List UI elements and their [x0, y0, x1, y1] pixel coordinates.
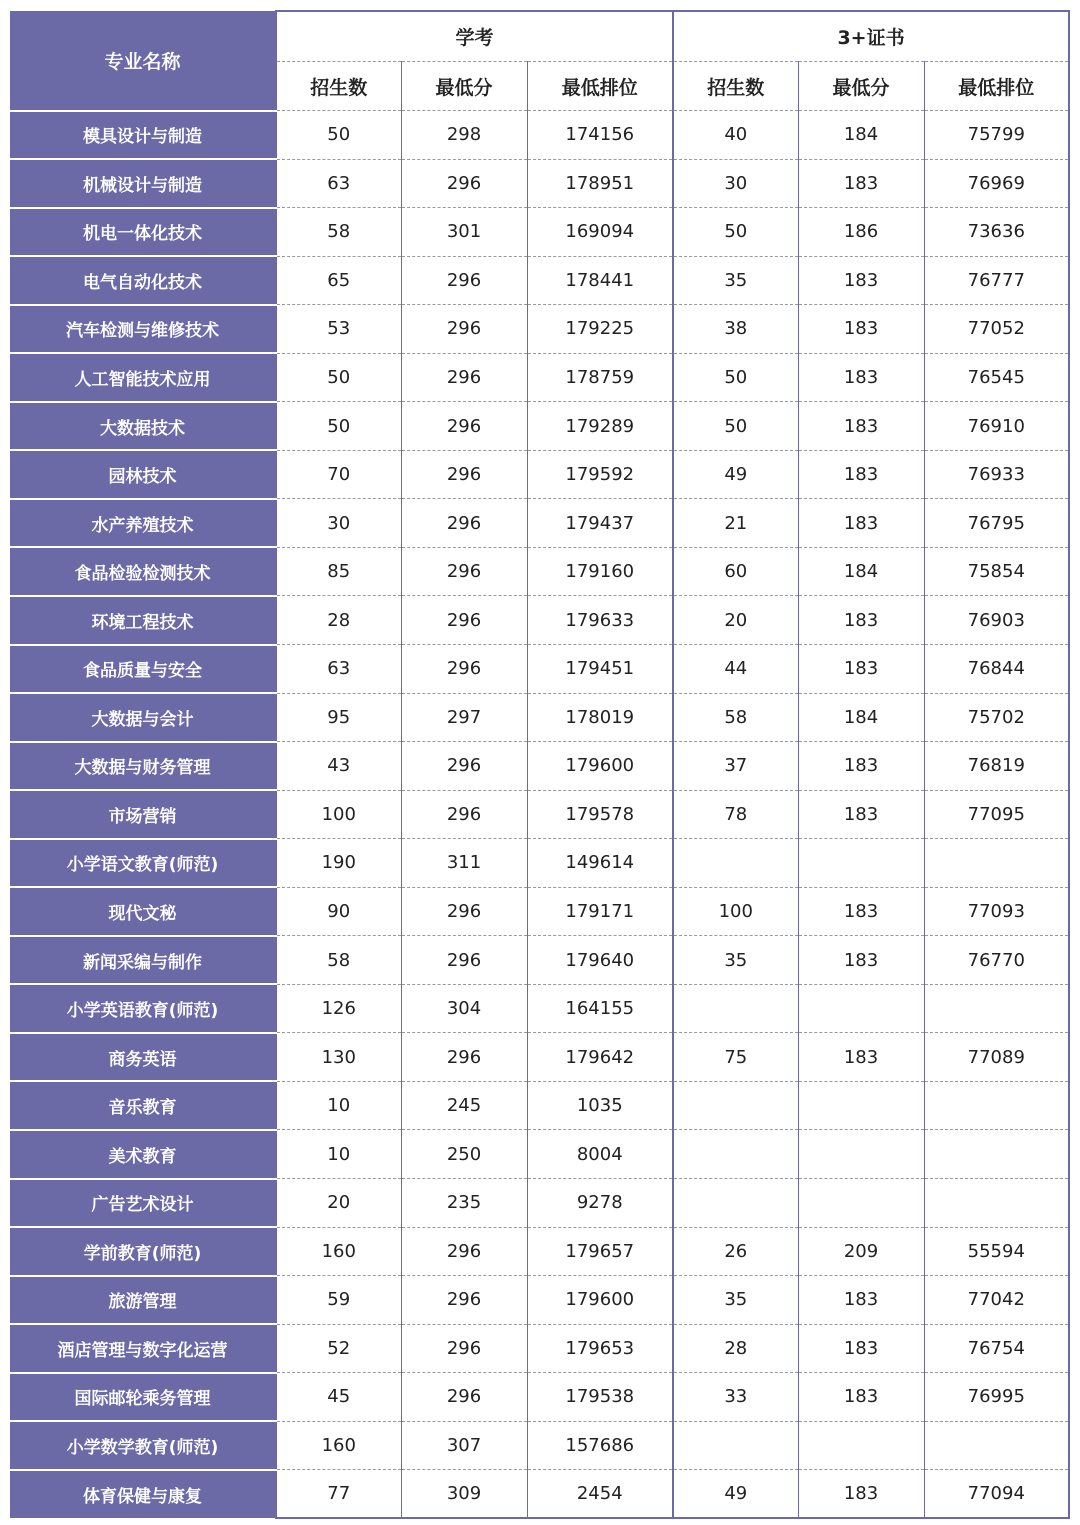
cell-xuekao-count: 65: [276, 256, 401, 305]
cell-cert-min-rank: 76910: [924, 402, 1069, 451]
table-row: [10, 111, 1069, 160]
cell-major-name: 模具设计与制造: [10, 111, 276, 160]
table-row: [10, 547, 1069, 596]
cell-cert-count: 35: [673, 256, 798, 305]
cell-xuekao-count: 43: [276, 742, 401, 791]
cell-xuekao-min-rank: 157686: [527, 1421, 673, 1470]
cell-xuekao-min-score: 298: [401, 111, 527, 160]
table-row: [10, 1081, 1069, 1130]
cell-cert-count: [673, 1421, 798, 1470]
cell-cert-min-score: 183: [798, 1324, 924, 1373]
cell-xuekao-min-rank: 179600: [527, 742, 673, 791]
cell-cert-count: 50: [673, 402, 798, 451]
cell-major-name: 电气自动化技术: [10, 256, 276, 305]
cell-cert-min-score: [798, 839, 924, 888]
cell-cert-min-score: [798, 1130, 924, 1179]
table-row: [10, 936, 1069, 985]
cell-cert-count: 35: [673, 936, 798, 985]
table-row: [10, 839, 1069, 888]
cell-major-name: 机械设计与制造: [10, 159, 276, 208]
table-row: [10, 305, 1069, 354]
cell-cert-count: 21: [673, 499, 798, 548]
cell-major-name: 体育保健与康复: [10, 1470, 276, 1519]
cell-cert-min-score: 209: [798, 1227, 924, 1276]
cell-cert-min-score: 183: [798, 305, 924, 354]
table-row: [10, 1227, 1069, 1276]
cell-major-name: 学前教育(师范): [10, 1227, 276, 1276]
cell-xuekao-min-score: 301: [401, 208, 527, 257]
cell-cert-count: 30: [673, 159, 798, 208]
cell-cert-min-score: 183: [798, 1373, 924, 1422]
cell-xuekao-min-score: 307: [401, 1421, 527, 1470]
cell-major-name: 旅游管理: [10, 1276, 276, 1325]
cell-cert-min-score: 184: [798, 693, 924, 742]
header-xuekao-count: 招生数: [276, 62, 401, 111]
cell-major-name: 商务英语: [10, 1033, 276, 1082]
table-row: [10, 353, 1069, 402]
cell-major-name: 大数据技术: [10, 402, 276, 451]
cell-xuekao-min-score: 245: [401, 1081, 527, 1130]
cell-cert-min-score: 183: [798, 1276, 924, 1325]
cell-xuekao-count: 10: [276, 1130, 401, 1179]
cell-major-name: 环境工程技术: [10, 596, 276, 645]
cell-cert-min-rank: 76777: [924, 256, 1069, 305]
cell-cert-min-score: 183: [798, 256, 924, 305]
cell-cert-min-score: 183: [798, 887, 924, 936]
cell-major-name: 现代文秘: [10, 887, 276, 936]
cell-cert-count: 40: [673, 111, 798, 160]
cell-xuekao-min-rank: 178951: [527, 159, 673, 208]
cell-xuekao-min-rank: 179437: [527, 499, 673, 548]
cell-xuekao-min-rank: 179538: [527, 1373, 673, 1422]
cell-xuekao-count: 95: [276, 693, 401, 742]
cell-xuekao-min-score: 296: [401, 790, 527, 839]
cell-major-name: 水产养殖技术: [10, 499, 276, 548]
cell-cert-min-score: [798, 1179, 924, 1228]
cell-xuekao-min-rank: 179633: [527, 596, 673, 645]
cell-major-name: 人工智能技术应用: [10, 353, 276, 402]
cell-cert-count: 50: [673, 353, 798, 402]
header-group-cert: 3+证书: [673, 11, 1069, 62]
cell-xuekao-count: 90: [276, 887, 401, 936]
cell-cert-min-rank: 73636: [924, 208, 1069, 257]
table-row: [10, 1179, 1069, 1228]
cell-xuekao-min-rank: 179578: [527, 790, 673, 839]
cell-cert-count: [673, 1130, 798, 1179]
cell-xuekao-min-rank: 178441: [527, 256, 673, 305]
cell-cert-count: 49: [673, 450, 798, 499]
admission-table: [10, 10, 1070, 1519]
cell-xuekao-min-rank: 174156: [527, 111, 673, 160]
table-header: [10, 11, 1069, 111]
cell-major-name: 园林技术: [10, 450, 276, 499]
cell-xuekao-min-rank: 1035: [527, 1081, 673, 1130]
cell-cert-min-rank: [924, 839, 1069, 888]
cell-major-name: 市场营销: [10, 790, 276, 839]
cell-major-name: 大数据与会计: [10, 693, 276, 742]
cell-xuekao-min-rank: 179171: [527, 887, 673, 936]
cell-cert-min-rank: 76545: [924, 353, 1069, 402]
cell-cert-min-rank: 76819: [924, 742, 1069, 791]
cell-xuekao-min-score: 296: [401, 499, 527, 548]
cell-xuekao-count: 160: [276, 1421, 401, 1470]
cell-xuekao-min-score: 296: [401, 596, 527, 645]
cell-xuekao-count: 58: [276, 936, 401, 985]
table-row: [10, 645, 1069, 694]
table-row: [10, 1324, 1069, 1373]
cell-cert-min-rank: [924, 1421, 1069, 1470]
cell-cert-count: 38: [673, 305, 798, 354]
cell-cert-min-rank: 75799: [924, 111, 1069, 160]
cell-xuekao-min-score: 296: [401, 1276, 527, 1325]
cell-xuekao-count: 190: [276, 839, 401, 888]
cell-xuekao-min-score: 296: [401, 742, 527, 791]
cell-cert-min-score: [798, 984, 924, 1033]
cell-cert-min-score: 184: [798, 547, 924, 596]
cell-xuekao-min-rank: 179657: [527, 1227, 673, 1276]
cell-cert-min-rank: 76933: [924, 450, 1069, 499]
cell-xuekao-min-score: 296: [401, 402, 527, 451]
table-row: [10, 208, 1069, 257]
cell-cert-count: 75: [673, 1033, 798, 1082]
cell-cert-min-rank: 75854: [924, 547, 1069, 596]
cell-cert-min-score: 183: [798, 1470, 924, 1519]
cell-major-name: 美术教育: [10, 1130, 276, 1179]
cell-xuekao-min-rank: 179600: [527, 1276, 673, 1325]
cell-cert-count: [673, 839, 798, 888]
table-row: [10, 596, 1069, 645]
table-row: [10, 1276, 1069, 1325]
table-row: [10, 742, 1069, 791]
cell-cert-count: [673, 1081, 798, 1130]
cell-cert-count: 78: [673, 790, 798, 839]
table-row: [10, 1373, 1069, 1422]
table-row: [10, 499, 1069, 548]
cell-cert-min-score: 186: [798, 208, 924, 257]
cell-cert-min-score: 183: [798, 790, 924, 839]
cell-cert-min-score: [798, 1081, 924, 1130]
table-row: [10, 1470, 1069, 1519]
cell-cert-count: 44: [673, 645, 798, 694]
cell-major-name: 小学语文教育(师范): [10, 839, 276, 888]
cell-cert-min-rank: [924, 984, 1069, 1033]
cell-xuekao-min-rank: 9278: [527, 1179, 673, 1228]
cell-xuekao-min-rank: 179451: [527, 645, 673, 694]
cell-xuekao-min-score: 296: [401, 159, 527, 208]
cell-cert-count: 28: [673, 1324, 798, 1373]
cell-xuekao-count: 58: [276, 208, 401, 257]
cell-cert-min-score: 183: [798, 645, 924, 694]
cell-cert-min-rank: 77095: [924, 790, 1069, 839]
cell-xuekao-min-rank: 178759: [527, 353, 673, 402]
cell-xuekao-min-rank: 179653: [527, 1324, 673, 1373]
cell-cert-min-score: 183: [798, 402, 924, 451]
cell-major-name: 酒店管理与数字化运营: [10, 1324, 276, 1373]
cell-cert-count: 100: [673, 887, 798, 936]
cell-cert-min-rank: 55594: [924, 1227, 1069, 1276]
cell-xuekao-count: 59: [276, 1276, 401, 1325]
table-row: [10, 1130, 1069, 1179]
cell-xuekao-min-rank: 164155: [527, 984, 673, 1033]
cell-cert-min-score: 183: [798, 742, 924, 791]
cell-xuekao-min-score: 296: [401, 256, 527, 305]
cell-xuekao-min-score: 311: [401, 839, 527, 888]
header-xuekao-min-rank: 最低排位: [527, 62, 673, 111]
cell-xuekao-count: 77: [276, 1470, 401, 1519]
cell-xuekao-min-score: 296: [401, 547, 527, 596]
cell-cert-min-score: [798, 1421, 924, 1470]
header-cert-count: 招生数: [673, 62, 798, 111]
cell-cert-min-rank: 76903: [924, 596, 1069, 645]
cell-xuekao-count: 63: [276, 645, 401, 694]
cell-major-name: 小学数学教育(师范): [10, 1421, 276, 1470]
cell-xuekao-count: 100: [276, 790, 401, 839]
cell-cert-count: 58: [673, 693, 798, 742]
cell-cert-min-score: 183: [798, 596, 924, 645]
cell-xuekao-min-score: 296: [401, 1373, 527, 1422]
table-row: [10, 984, 1069, 1033]
cell-cert-min-rank: 77094: [924, 1470, 1069, 1519]
cell-cert-count: 50: [673, 208, 798, 257]
table-row: [10, 450, 1069, 499]
cell-cert-count: 33: [673, 1373, 798, 1422]
cell-xuekao-count: 85: [276, 547, 401, 596]
table-row: [10, 1421, 1069, 1470]
cell-xuekao-min-rank: 179289: [527, 402, 673, 451]
cell-cert-count: 20: [673, 596, 798, 645]
cell-xuekao-min-rank: 179640: [527, 936, 673, 985]
cell-xuekao-count: 53: [276, 305, 401, 354]
cell-cert-min-rank: 76844: [924, 645, 1069, 694]
cell-cert-count: 35: [673, 1276, 798, 1325]
cell-cert-min-rank: 77042: [924, 1276, 1069, 1325]
cell-xuekao-min-score: 296: [401, 645, 527, 694]
cell-xuekao-min-score: 296: [401, 450, 527, 499]
cell-cert-min-rank: [924, 1179, 1069, 1228]
cell-cert-min-score: 183: [798, 1033, 924, 1082]
cell-xuekao-min-rank: 149614: [527, 839, 673, 888]
table-row: [10, 402, 1069, 451]
cell-xuekao-min-rank: 179160: [527, 547, 673, 596]
cell-cert-min-rank: 77093: [924, 887, 1069, 936]
cell-xuekao-min-score: 297: [401, 693, 527, 742]
cell-cert-min-score: 183: [798, 159, 924, 208]
cell-xuekao-min-rank: 179592: [527, 450, 673, 499]
table-row: [10, 887, 1069, 936]
cell-cert-min-rank: 76770: [924, 936, 1069, 985]
cell-xuekao-min-rank: 179225: [527, 305, 673, 354]
cell-xuekao-count: 45: [276, 1373, 401, 1422]
cell-xuekao-count: 28: [276, 596, 401, 645]
header-xuekao-min-score: 最低分: [401, 62, 527, 111]
header-group-xuekao: 学考: [276, 11, 673, 62]
cell-xuekao-min-score: 304: [401, 984, 527, 1033]
table-row: [10, 1033, 1069, 1082]
cell-xuekao-min-rank: 2454: [527, 1470, 673, 1519]
cell-major-name: 音乐教育: [10, 1081, 276, 1130]
cell-cert-min-rank: 76754: [924, 1324, 1069, 1373]
table-row: [10, 256, 1069, 305]
cell-cert-min-rank: 76795: [924, 499, 1069, 548]
cell-cert-min-rank: 77052: [924, 305, 1069, 354]
table-body: [10, 111, 1069, 1519]
cell-cert-min-rank: 76969: [924, 159, 1069, 208]
cell-cert-min-rank: 75702: [924, 693, 1069, 742]
cell-xuekao-count: 52: [276, 1324, 401, 1373]
header-group-row: [10, 11, 1069, 62]
cell-cert-min-score: 183: [798, 936, 924, 985]
cell-xuekao-min-score: 296: [401, 936, 527, 985]
table-row: [10, 790, 1069, 839]
cell-cert-min-score: 183: [798, 353, 924, 402]
cell-cert-min-rank: [924, 1130, 1069, 1179]
cell-xuekao-count: 70: [276, 450, 401, 499]
cell-xuekao-min-score: 296: [401, 1227, 527, 1276]
cell-major-name: 小学英语教育(师范): [10, 984, 276, 1033]
cell-xuekao-count: 20: [276, 1179, 401, 1228]
cell-cert-count: 37: [673, 742, 798, 791]
cell-xuekao-min-score: 309: [401, 1470, 527, 1519]
cell-xuekao-count: 63: [276, 159, 401, 208]
cell-xuekao-count: 10: [276, 1081, 401, 1130]
cell-xuekao-count: 130: [276, 1033, 401, 1082]
cell-major-name: 汽车检测与维修技术: [10, 305, 276, 354]
cell-cert-min-score: 183: [798, 499, 924, 548]
cell-cert-count: 26: [673, 1227, 798, 1276]
cell-xuekao-min-rank: 169094: [527, 208, 673, 257]
header-cert-min-score: 最低分: [798, 62, 924, 111]
cell-xuekao-count: 50: [276, 402, 401, 451]
cell-major-name: 大数据与财务管理: [10, 742, 276, 791]
cell-xuekao-min-rank: 178019: [527, 693, 673, 742]
cell-cert-min-rank: [924, 1081, 1069, 1130]
cell-xuekao-count: 126: [276, 984, 401, 1033]
cell-major-name: 新闻采编与制作: [10, 936, 276, 985]
cell-cert-count: 60: [673, 547, 798, 596]
cell-cert-count: [673, 1179, 798, 1228]
cell-xuekao-count: 50: [276, 353, 401, 402]
cell-cert-min-score: 184: [798, 111, 924, 160]
cell-cert-min-rank: 77089: [924, 1033, 1069, 1082]
cell-cert-count: 49: [673, 1470, 798, 1519]
cell-xuekao-count: 160: [276, 1227, 401, 1276]
cell-major-name: 机电一体化技术: [10, 208, 276, 257]
cell-xuekao-count: 30: [276, 499, 401, 548]
cell-major-name: 食品质量与安全: [10, 645, 276, 694]
cell-cert-min-rank: 76995: [924, 1373, 1069, 1422]
cell-major-name: 食品检验检测技术: [10, 547, 276, 596]
cell-major-name: 广告艺术设计: [10, 1179, 276, 1228]
table-row: [10, 693, 1069, 742]
cell-xuekao-min-score: 250: [401, 1130, 527, 1179]
cell-cert-min-score: 183: [798, 450, 924, 499]
cell-xuekao-min-score: 296: [401, 305, 527, 354]
cell-xuekao-min-score: 296: [401, 1033, 527, 1082]
cell-xuekao-min-rank: 8004: [527, 1130, 673, 1179]
cell-xuekao-min-score: 235: [401, 1179, 527, 1228]
header-major-name: 专业名称: [10, 11, 276, 111]
cell-major-name: 国际邮轮乘务管理: [10, 1373, 276, 1422]
cell-xuekao-min-score: 296: [401, 353, 527, 402]
cell-xuekao-count: 50: [276, 111, 401, 160]
cell-xuekao-min-score: 296: [401, 887, 527, 936]
header-cert-min-rank: 最低排位: [924, 62, 1069, 111]
cell-cert-count: [673, 984, 798, 1033]
table-row: [10, 159, 1069, 208]
cell-xuekao-min-score: 296: [401, 1324, 527, 1373]
cell-xuekao-min-rank: 179642: [527, 1033, 673, 1082]
